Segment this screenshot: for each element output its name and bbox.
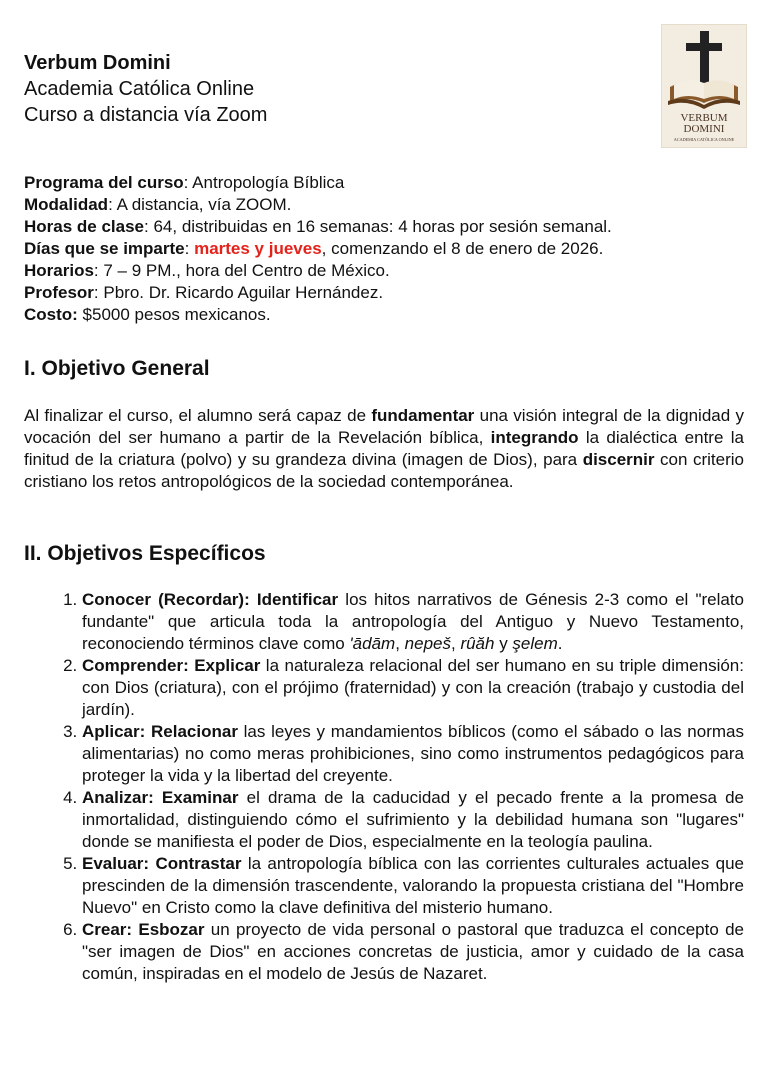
course-info xyxy=(24,172,744,326)
org-name: Verbum Domini xyxy=(24,52,171,74)
info-horas: Horas de clase: 64, distribuidas en 16 semanas: 4 horas por sesión semanal. xyxy=(24,217,612,236)
list-item: 3. Aplicar: Relacionar las leyes y mandamientos bíblicos (como el sábado o las normas alimentarias) no como meras prohibiciones, sino como instrumentos pedagógicos para proteger la vida y la libertad del creyente. xyxy=(82,721,744,787)
list-item: 4. Analizar: Examinar el drama de la caducidad y el pecado frente a la promesa de inmortalidad, distinguiendo cómo el sufrimiento y la debilidad humana son "lugares" donde se manifiesta el poder de Dios, especialmente en la teología paulina. xyxy=(82,787,744,853)
info-costo: Costo: $5000 pesos mexicanos. xyxy=(24,305,271,324)
course-mode: Curso a distancia vía Zoom xyxy=(24,104,268,126)
section-heading-objetivo-general: I. Objetivo General xyxy=(24,357,210,380)
objetivos-list xyxy=(24,589,744,985)
academy-name: Academia Católica Online xyxy=(24,78,255,100)
logo-text-domini: DOMINI xyxy=(683,123,725,135)
objetivo-general-paragraph: Al finalizar el curso, el alumno será capaz de fundamentar una visión integral de la dignidad y vocación del ser humano a partir de la Revelación bíblica, integrando la dialéctica entre la finitud de la criatura (polvo) y su grandeza divina (imagen de Dios), para discernir con criterio cristiano los retos antropológicos de la sociedad contemporánea. xyxy=(24,406,744,491)
list-item: 1. Conocer (Recordar): Identificar los hitos narrativos de Génesis 2-3 como el "relato fundante" que articula toda la antropología del Antiguo y Nuevo Testamento, reconociendo términos clave como 'ādām, nepeš, rûăh y şelem. xyxy=(82,589,744,655)
info-dias: Días que se imparte: martes y jueves, comenzando el 8 de enero de 2026. xyxy=(24,239,604,258)
info-horarios: Horarios: 7 – 9 PM., hora del Centro de México. xyxy=(24,261,390,280)
list-item: 2. Comprender: Explicar la naturaleza relacional del ser humano en su triple dimensión: con Dios (criatura), con el prójimo (fraternidad) y con la creación (trabajo y custodia del jardín). xyxy=(82,655,744,721)
info-profesor: Profesor: Pbro. Dr. Ricardo Aguilar Hernández. xyxy=(24,283,384,302)
dias-highlight: martes y jueves xyxy=(194,239,322,258)
list-item: 6. Crear: Esbozar un proyecto de vida personal o pastoral que traduzca el concepto de "ser imagen de Dios" en acciones concretas de justicia, amor y cuidado de la casa común, inspiradas en el modelo de Jesús de Nazaret. xyxy=(82,919,744,985)
info-modalidad: Modalidad: A distancia, vía ZOOM. xyxy=(24,195,292,214)
logo-text-verbum: VERBUM xyxy=(680,112,728,124)
logo-text-academia: ACADEMIA CATÓLICA ONLINE xyxy=(673,137,735,142)
verbum-domini-logo xyxy=(661,24,747,148)
info-programa: Programa del curso: Antropología Bíblica xyxy=(24,173,345,192)
section-heading-objetivos-especificos: II. Objetivos Específicos xyxy=(24,542,266,565)
list-item: 5. Evaluar: Contrastar la antropología bíblica con las corrientes culturales actuales que prescinden de la dimensión trascendente, valorando la propuesta cristiana del "Hombre Nuevo" en Cristo como la clave definitiva del misterio humano. xyxy=(82,853,744,919)
header-block xyxy=(24,50,267,128)
cross-book-icon xyxy=(662,25,746,147)
